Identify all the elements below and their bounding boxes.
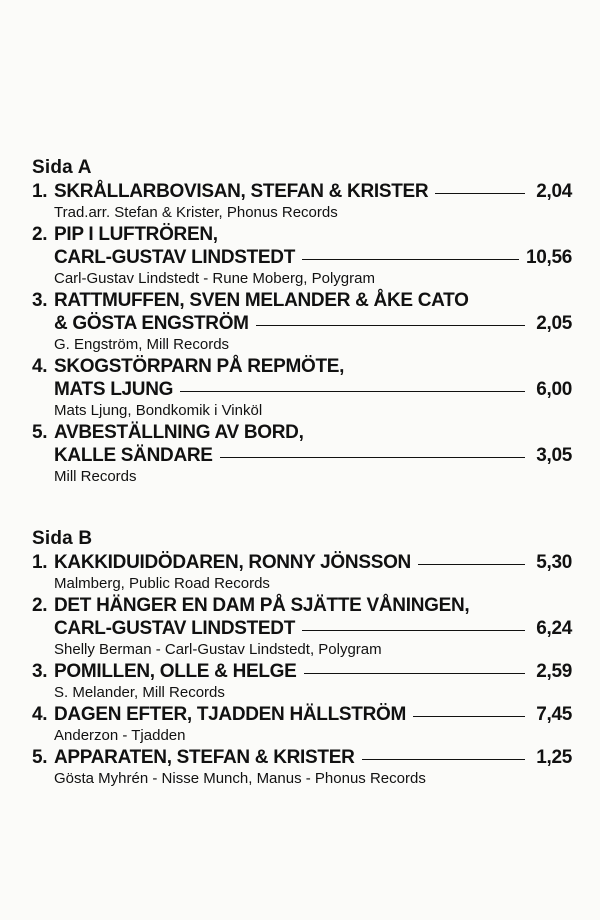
- track-item: [32, 746, 572, 788]
- track-title: AVBESTÄLLNING AV BORD,: [54, 422, 304, 443]
- track-title: & GÖSTA ENGSTRÖM: [54, 313, 249, 334]
- track-credit: Shelly Berman - Carl-Gustav Lindstedt, Polygram: [54, 641, 382, 658]
- track-title-continuation: [32, 312, 572, 335]
- track-credit: Trad.arr. Stefan & Krister, Phonus Records: [54, 204, 338, 221]
- leader-rule: [302, 259, 519, 260]
- track-credit: Malmberg, Public Road Records: [54, 575, 270, 592]
- track-duration: 10,56: [525, 247, 572, 268]
- track-credit: Anderzon - Tjadden: [54, 727, 186, 744]
- track-title: SKOGSTÖRPARN PÅ REPMÖTE,: [54, 356, 345, 377]
- side-b-tracklist: [32, 528, 572, 789]
- track-item: [32, 289, 572, 354]
- track-title-line: [32, 289, 572, 312]
- track-title-line: [32, 355, 572, 378]
- track-item: [32, 180, 572, 222]
- leader-rule: [256, 325, 525, 326]
- track-duration: 1,25: [536, 747, 572, 768]
- track-duration: 2,05: [536, 313, 572, 334]
- track-credit: S. Melander, Mill Records: [54, 684, 225, 701]
- track-item: [32, 551, 572, 593]
- track-item: [32, 703, 572, 745]
- track-title-continuation: [32, 378, 572, 401]
- track-credit: Mats Ljung, Bondkomik i Vinköl: [54, 402, 263, 419]
- track-number: 4.: [32, 356, 48, 377]
- track-duration: 6,00: [536, 379, 572, 400]
- leader-rule: [418, 564, 525, 565]
- side-b-title: Sida B: [32, 528, 93, 549]
- track-title-continuation: [32, 444, 572, 467]
- track-number: 3.: [32, 290, 48, 311]
- track-item: [32, 594, 572, 659]
- track-credit: Mill Records: [54, 468, 137, 485]
- track-number: 3.: [32, 661, 48, 682]
- track-title-line: [32, 180, 572, 203]
- track-number: 2.: [32, 595, 48, 616]
- track-title-line: [32, 746, 572, 769]
- track-title-line: [32, 223, 572, 246]
- track-number: 5.: [32, 422, 48, 443]
- track-title: DET HÄNGER EN DAM PÅ SJÄTTE VÅNINGEN,: [54, 595, 470, 616]
- leader-rule: [413, 716, 525, 717]
- track-number: 1.: [32, 181, 48, 202]
- track-title-line: [32, 594, 572, 617]
- track-title-line: [32, 660, 572, 683]
- track-duration: 7,45: [536, 704, 572, 725]
- track-title: CARL-GUSTAV LINDSTEDT: [54, 247, 296, 268]
- track-number: 2.: [32, 224, 48, 245]
- track-item: [32, 660, 572, 702]
- track-duration: 5,30: [536, 552, 572, 573]
- side-b-tracks: [32, 551, 572, 788]
- track-title-continuation: [32, 617, 572, 640]
- track-title: SKRÅLLARBOVISAN, STEFAN & KRISTER: [54, 181, 429, 202]
- leader-rule: [435, 193, 525, 194]
- track-credit: G. Engström, Mill Records: [54, 336, 230, 353]
- track-credit: Gösta Myhrén - Nisse Munch, Manus - Phonus Records: [54, 770, 426, 787]
- track-title: POMILLEN, OLLE & HELGE: [54, 661, 297, 682]
- track-duration: 2,04: [536, 181, 572, 202]
- track-title-line: [32, 703, 572, 726]
- side-a-tracklist: [32, 157, 572, 487]
- track-duration: 6,24: [536, 618, 572, 639]
- track-title: CARL-GUSTAV LINDSTEDT: [54, 618, 296, 639]
- track-title: APPARATEN, STEFAN & KRISTER: [54, 747, 355, 768]
- track-number: 1.: [32, 552, 48, 573]
- track-duration: 2,59: [536, 661, 572, 682]
- track-title: KALLE SÄNDARE: [54, 445, 213, 466]
- track-number: 4.: [32, 704, 48, 725]
- track-credit: Carl-Gustav Lindstedt - Rune Moberg, Polygram: [54, 270, 375, 287]
- track-item: [32, 223, 572, 288]
- track-duration: 3,05: [536, 445, 572, 466]
- track-title-continuation: [32, 246, 572, 269]
- track-title: PIP I LUFTRÖREN,: [54, 224, 218, 245]
- side-a-title: Sida A: [32, 157, 92, 178]
- track-title-line: [32, 421, 572, 444]
- leader-rule: [304, 673, 525, 674]
- leader-rule: [220, 457, 525, 458]
- leader-rule: [302, 630, 525, 631]
- track-title: DAGEN EFTER, TJADDEN HÄLLSTRÖM: [54, 704, 407, 725]
- track-title: MATS LJUNG: [54, 379, 174, 400]
- track-number: 5.: [32, 747, 48, 768]
- track-title: KAKKIDUIDÖDAREN, RONNY JÖNSSON: [54, 552, 411, 573]
- side-a-tracks: [32, 180, 572, 486]
- track-title-line: [32, 551, 572, 574]
- track-title: RATTMUFFEN, SVEN MELANDER & ÅKE CATO: [54, 290, 469, 311]
- leader-rule: [362, 759, 526, 760]
- leader-rule: [180, 391, 525, 392]
- track-item: [32, 355, 572, 420]
- track-item: [32, 421, 572, 486]
